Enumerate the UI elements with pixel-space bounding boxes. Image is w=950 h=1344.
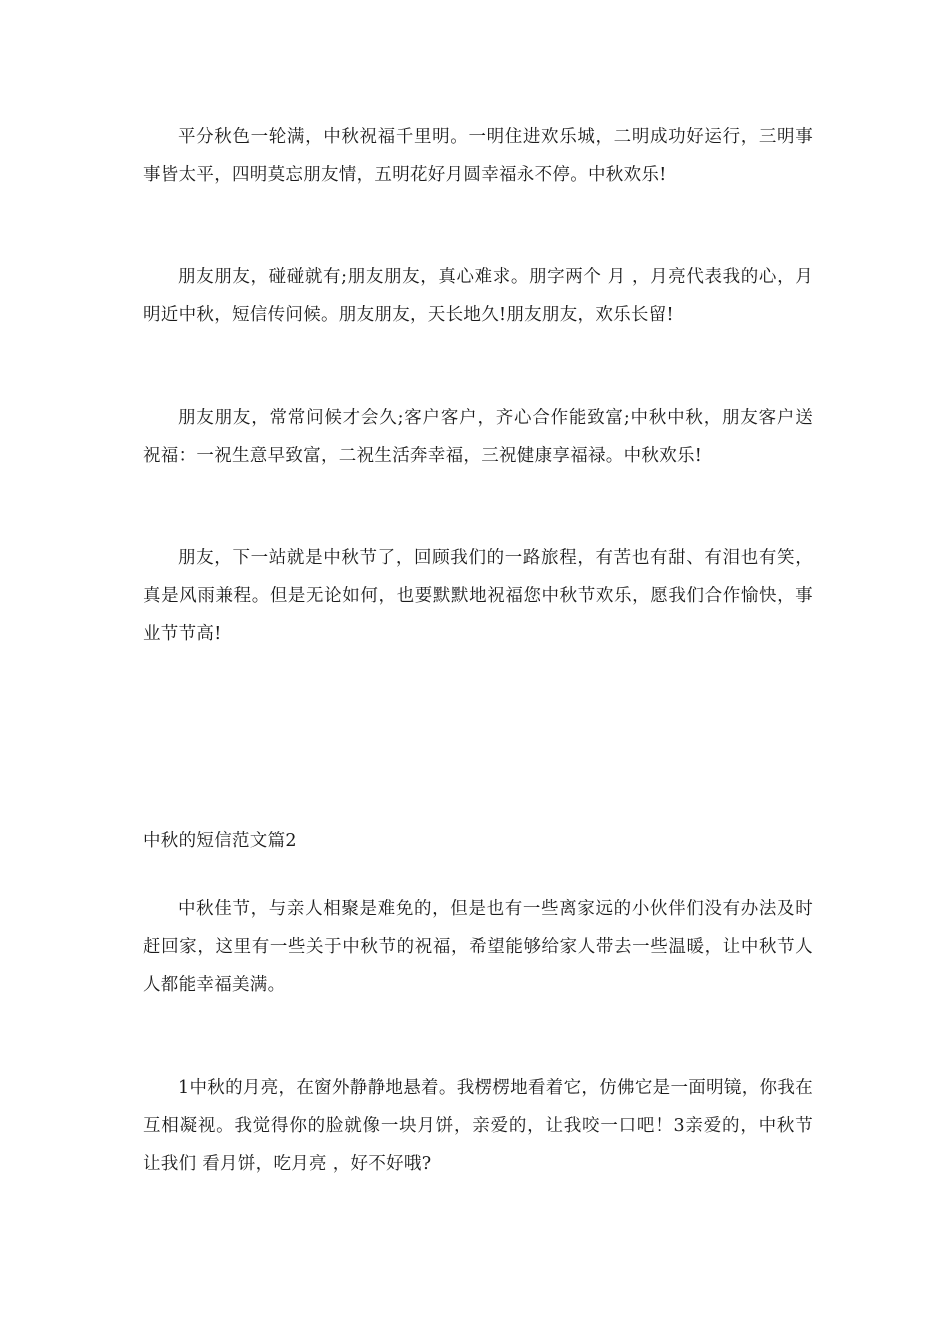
- paragraph-5: 中秋佳节，与亲人相聚是难免的，但是也有一些离家远的小伙伴们没有办法及时赶回家，这里有一些关于中秋节的祝福，希望能够给家人带去一些温暖，让中秋节人人都能幸福美满。: [143, 899, 813, 995]
- paragraph-1: 平分秋色一轮满，中秋祝福千里明。一明住进欢乐城，二明成功好运行，三明事事皆太平，四明莫忘朋友情，五明花好月圆幸福永不停。中秋欢乐!: [143, 127, 813, 185]
- paragraph-3: 朋友朋友，常常问候才会久;客户客户，齐心合作能致富;中秋中秋，朋友客户送祝福：一祝生意早致富，二祝生活奔幸福，三祝健康享福禄。中秋欢乐!: [143, 408, 813, 466]
- paragraph-4: 朋友，下一站就是中秋节了，回顾我们的一路旅程，有苦也有甜、有泪也有笑，真是风雨兼程。但是无论如何，也要默默地祝福您中秋节欢乐，愿我们合作愉快，事业节节高!: [143, 548, 813, 644]
- section-heading: 中秋的短信范文篇2: [143, 831, 297, 851]
- paragraph-2: 朋友朋友，碰碰就有;朋友朋友，真心难求。朋字两个 月 ，月亮代表我的心，月明近中秋，短信传问候。朋友朋友，天长地久!朋友朋友，欢乐长留!: [143, 267, 813, 325]
- paragraph-6: 1中秋的月亮，在窗外静静地悬着。我楞楞地看着它，仿佛它是一面明镜，你我在互相凝视。我觉得你的脸就像一块月饼，亲爱的，让我咬一口吧！3亲爱的，中秋节让我们 看月饼，吃月亮 ，好不好哦?: [143, 1078, 813, 1174]
